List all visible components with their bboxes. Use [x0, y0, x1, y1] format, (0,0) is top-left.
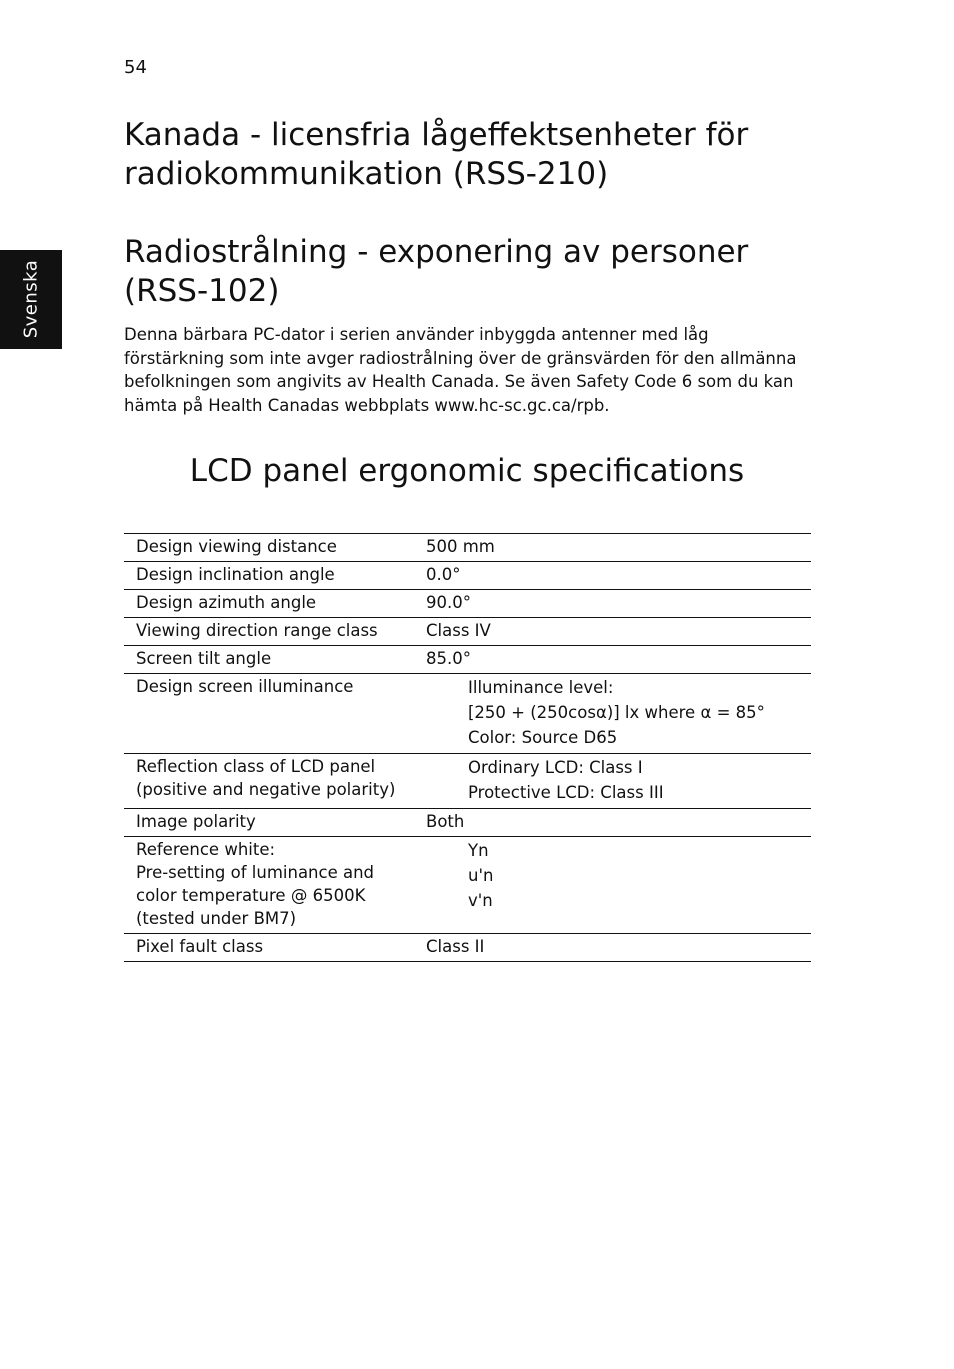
table-row [124, 646, 811, 674]
radiation-paragraph: Denna bärbara PC-dator i serien använder inbyggda antenner med låg förstärkning som inte avger radiostrålning över de gränsvärden för den allmänna befolkningen som angivits av Health Canada. Se även Safety Code 6 som du kan hämta på Health Canadas webbplats www.hc-sc.gc.ca/rpb. [124, 325, 797, 415]
spec-value [426, 534, 811, 562]
table-row [124, 809, 811, 837]
spec-value [426, 618, 811, 646]
table-row [124, 562, 811, 590]
lcd-spec-table [124, 533, 811, 962]
spec-value [426, 590, 811, 618]
heading-radiation-rss102: Radiostrålning - exponering av personer (RSS-102) [124, 234, 749, 309]
spec-value [426, 809, 811, 837]
spec-label-line: Design inclination angle [136, 565, 335, 584]
spec-label-line: Design azimuth angle [136, 593, 317, 612]
spec-value-line: 85.0° [426, 649, 471, 668]
spec-value-line: Color: Source D65 [468, 728, 618, 747]
spec-label [124, 837, 426, 934]
spec-label-line: Screen tilt angle [136, 649, 272, 668]
spec-value-line: [250 + (250cosα)] lx where α = 85° [468, 703, 765, 722]
spec-value-line: Yn [468, 841, 489, 860]
spec-label [124, 590, 426, 618]
spec-value-line: 90.0° [426, 593, 471, 612]
spec-value-line: Protective LCD: Class III [468, 783, 664, 802]
spec-value [426, 754, 811, 809]
spec-value-line: 500 mm [426, 537, 495, 556]
spec-value [426, 562, 811, 590]
spec-label-line: Reference white: [136, 840, 276, 859]
table-row [124, 534, 811, 562]
spec-value-line: Class IV [426, 621, 491, 640]
spec-label [124, 646, 426, 674]
spec-value-line: Illuminance level: [468, 678, 614, 697]
spec-value [426, 646, 811, 674]
spec-label-line: color temperature @ 6500K [136, 886, 366, 905]
table-row [124, 618, 811, 646]
spec-value [426, 837, 811, 934]
spec-value [426, 674, 811, 754]
page-number: 54 [124, 57, 147, 78]
spec-value-line: Both [426, 812, 465, 831]
spec-label-line: Reflection class of LCD panel [136, 757, 376, 776]
heading-canada-rss210: Kanada - licensfria lågeffektsenheter för radiokommunikation (RSS-210) [124, 117, 749, 192]
table-row [124, 837, 811, 934]
spec-value-line: u'n [468, 866, 494, 885]
spec-label-line: Pixel fault class [136, 937, 264, 956]
spec-label-line: Design screen illuminance [136, 677, 354, 696]
spec-label [124, 934, 426, 962]
table-row [124, 754, 811, 809]
table-row [124, 590, 811, 618]
side-tab-label: Svenska [20, 259, 42, 339]
table-row [124, 674, 811, 754]
spec-value-line: Ordinary LCD: Class I [468, 758, 643, 777]
heading-lcd-specifications: LCD panel ergonomic specifications [189, 453, 745, 489]
spec-label [124, 562, 426, 590]
spec-label [124, 534, 426, 562]
spec-label-line: (positive and negative polarity) [136, 780, 396, 799]
spec-label [124, 674, 426, 754]
spec-value-line: 0.0° [426, 565, 461, 584]
spec-label-line: Design viewing distance [136, 537, 337, 556]
spec-label [124, 754, 426, 809]
spec-label [124, 618, 426, 646]
spec-value [426, 934, 811, 962]
spec-label-line: Viewing direction range class [136, 621, 378, 640]
language-side-tab [0, 250, 62, 349]
spec-value-line: v'n [468, 891, 493, 910]
spec-label [124, 809, 426, 837]
table-row [124, 934, 811, 962]
spec-label-line: (tested under BM7) [136, 909, 297, 928]
spec-value-line: Class II [426, 937, 485, 956]
spec-label-line: Image polarity [136, 812, 256, 831]
spec-label-line: Pre-setting of luminance and [136, 863, 375, 882]
